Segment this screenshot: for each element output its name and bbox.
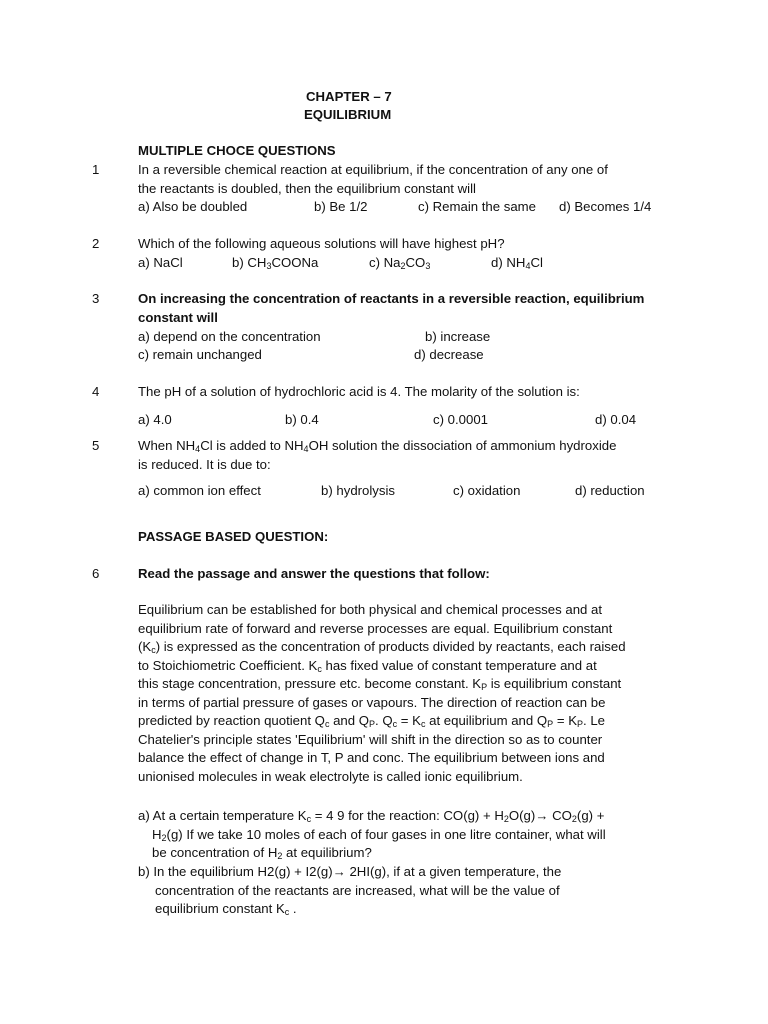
question-number: 2 bbox=[92, 236, 100, 251]
option-a: a) Also be doubled bbox=[138, 199, 248, 214]
question-4-line-1: The pH of a solution of hydrochloric acid is 4. The molarity of the solution is: bbox=[138, 384, 580, 399]
sub-question-a-line-3: be concentration of $H_2$ at equilibrium? bbox=[152, 845, 372, 861]
question-number: 5 bbox=[92, 438, 100, 453]
question-1-line-2: the reactants is doubled, then the equilibrium constant will bbox=[138, 181, 476, 196]
option-b: b) Be 1/2 bbox=[314, 199, 368, 214]
question-6-instruction: Read the passage and answer the questions that follow: bbox=[138, 566, 490, 581]
option-d: d) 0.04 bbox=[595, 412, 637, 427]
sub-question-b-line-3: equilibrium constant $K_c$ . bbox=[155, 901, 297, 917]
sub-question-a-line-1: a) At a certain temperature $K_c = 4$ 9 for the reaction: $CO(g) + H_2O(g)\to CO_2(g)$ + bbox=[138, 808, 605, 824]
question-3-line-1: On increasing the concentration of reactants in a reversible reaction, equilibrium bbox=[138, 291, 645, 306]
option-b: b) increase bbox=[425, 329, 491, 344]
option-a: a) common ion effect bbox=[138, 483, 261, 498]
sub-question-a-line-2: $H_2(g)$ If we take 10 moles of each of four gases in one litre container, what will bbox=[152, 827, 606, 843]
sub-question-b-line-2: concentration of the reactants are increased, what will be the value of bbox=[155, 883, 560, 898]
question-number: 1 bbox=[92, 162, 100, 177]
chapter-title: EQUILIBRIUM bbox=[304, 107, 392, 122]
arrow-right-icon: → bbox=[535, 808, 549, 823]
question-3-line-2: constant will bbox=[138, 310, 218, 325]
option-c: c) $Na_2CO_3$ bbox=[369, 255, 431, 271]
question-1-line-1: In a reversible chemical reaction at equilibrium, if the concentration of any one of bbox=[138, 162, 608, 177]
option-b: b) $CH_3COONa$ bbox=[232, 255, 319, 271]
option-d: d) decrease bbox=[414, 347, 484, 362]
question-number: 3 bbox=[92, 291, 100, 306]
option-c: c) remain unchanged bbox=[138, 347, 262, 362]
mcq-heading: MULTIPLE CHOCE QUESTIONS bbox=[138, 143, 336, 158]
option-b: b) hydrolysis bbox=[321, 483, 396, 498]
question-number: 6 bbox=[92, 566, 100, 581]
question-5-line-1: When $NH_4Cl$ is added to $NH_4OH$ solution the dissociation of ammonium hydroxide bbox=[138, 438, 617, 454]
option-c: c) 0.0001 bbox=[433, 412, 488, 427]
option-c: c) oxidation bbox=[453, 483, 521, 498]
option-a: a) NaCl bbox=[138, 255, 183, 270]
option-a: a) 4.0 bbox=[138, 412, 172, 427]
chapter-number: CHAPTER – 7 bbox=[306, 89, 392, 104]
option-d: d) $NH_4Cl$ bbox=[491, 255, 543, 271]
option-d: d) Becomes 1/4 bbox=[559, 199, 652, 214]
sub-question-b-line-1: b) In the equilibrium H2(g) + I2(g)→ 2HI(g), if at a given temperature, the bbox=[138, 864, 562, 879]
arrow-right-icon: → bbox=[332, 864, 346, 879]
passage-heading: PASSAGE BASED QUESTION: bbox=[138, 529, 329, 544]
question-5-line-2: is reduced. It is due to: bbox=[138, 457, 271, 472]
option-c: c) Remain the same bbox=[418, 199, 536, 214]
option-b: b) 0.4 bbox=[285, 412, 319, 427]
option-a: a) depend on the concentration bbox=[138, 329, 321, 344]
question-2-line-1: Which of the following aqueous solutions will have highest pH? bbox=[138, 236, 505, 251]
passage-text: Equilibrium can be established for both physical and chemical processes and at equilibrium rate of forward and reverse processes are equal. Equilibrium constant $(K_c)$ is expressed as the concentration of products divided by reactants, each raised to Stoichiometric Coefficient. $K_c$ has fixed value of constant temperature and at this stage concentration, pressure etc. become constant. $K_P$ is equilibrium constant in terms of partial pressure of gases or vapours. The direction of reaction can be predicted by reaction quotient $Q_c$ and $Q_P$. $Q_c = K_c$ at equilibrium and $Q_P = K_P$. Le Chatelier's principle states 'Equilibrium' will shift in the direction so as to counter balance the effect of change in T, P and conc. The equilibrium between ions and unionised molecules in weak electrolyte is called ionic equilibrium. bbox=[138, 602, 626, 784]
option-d: d) reduction bbox=[575, 483, 645, 498]
question-number: 4 bbox=[92, 384, 100, 399]
